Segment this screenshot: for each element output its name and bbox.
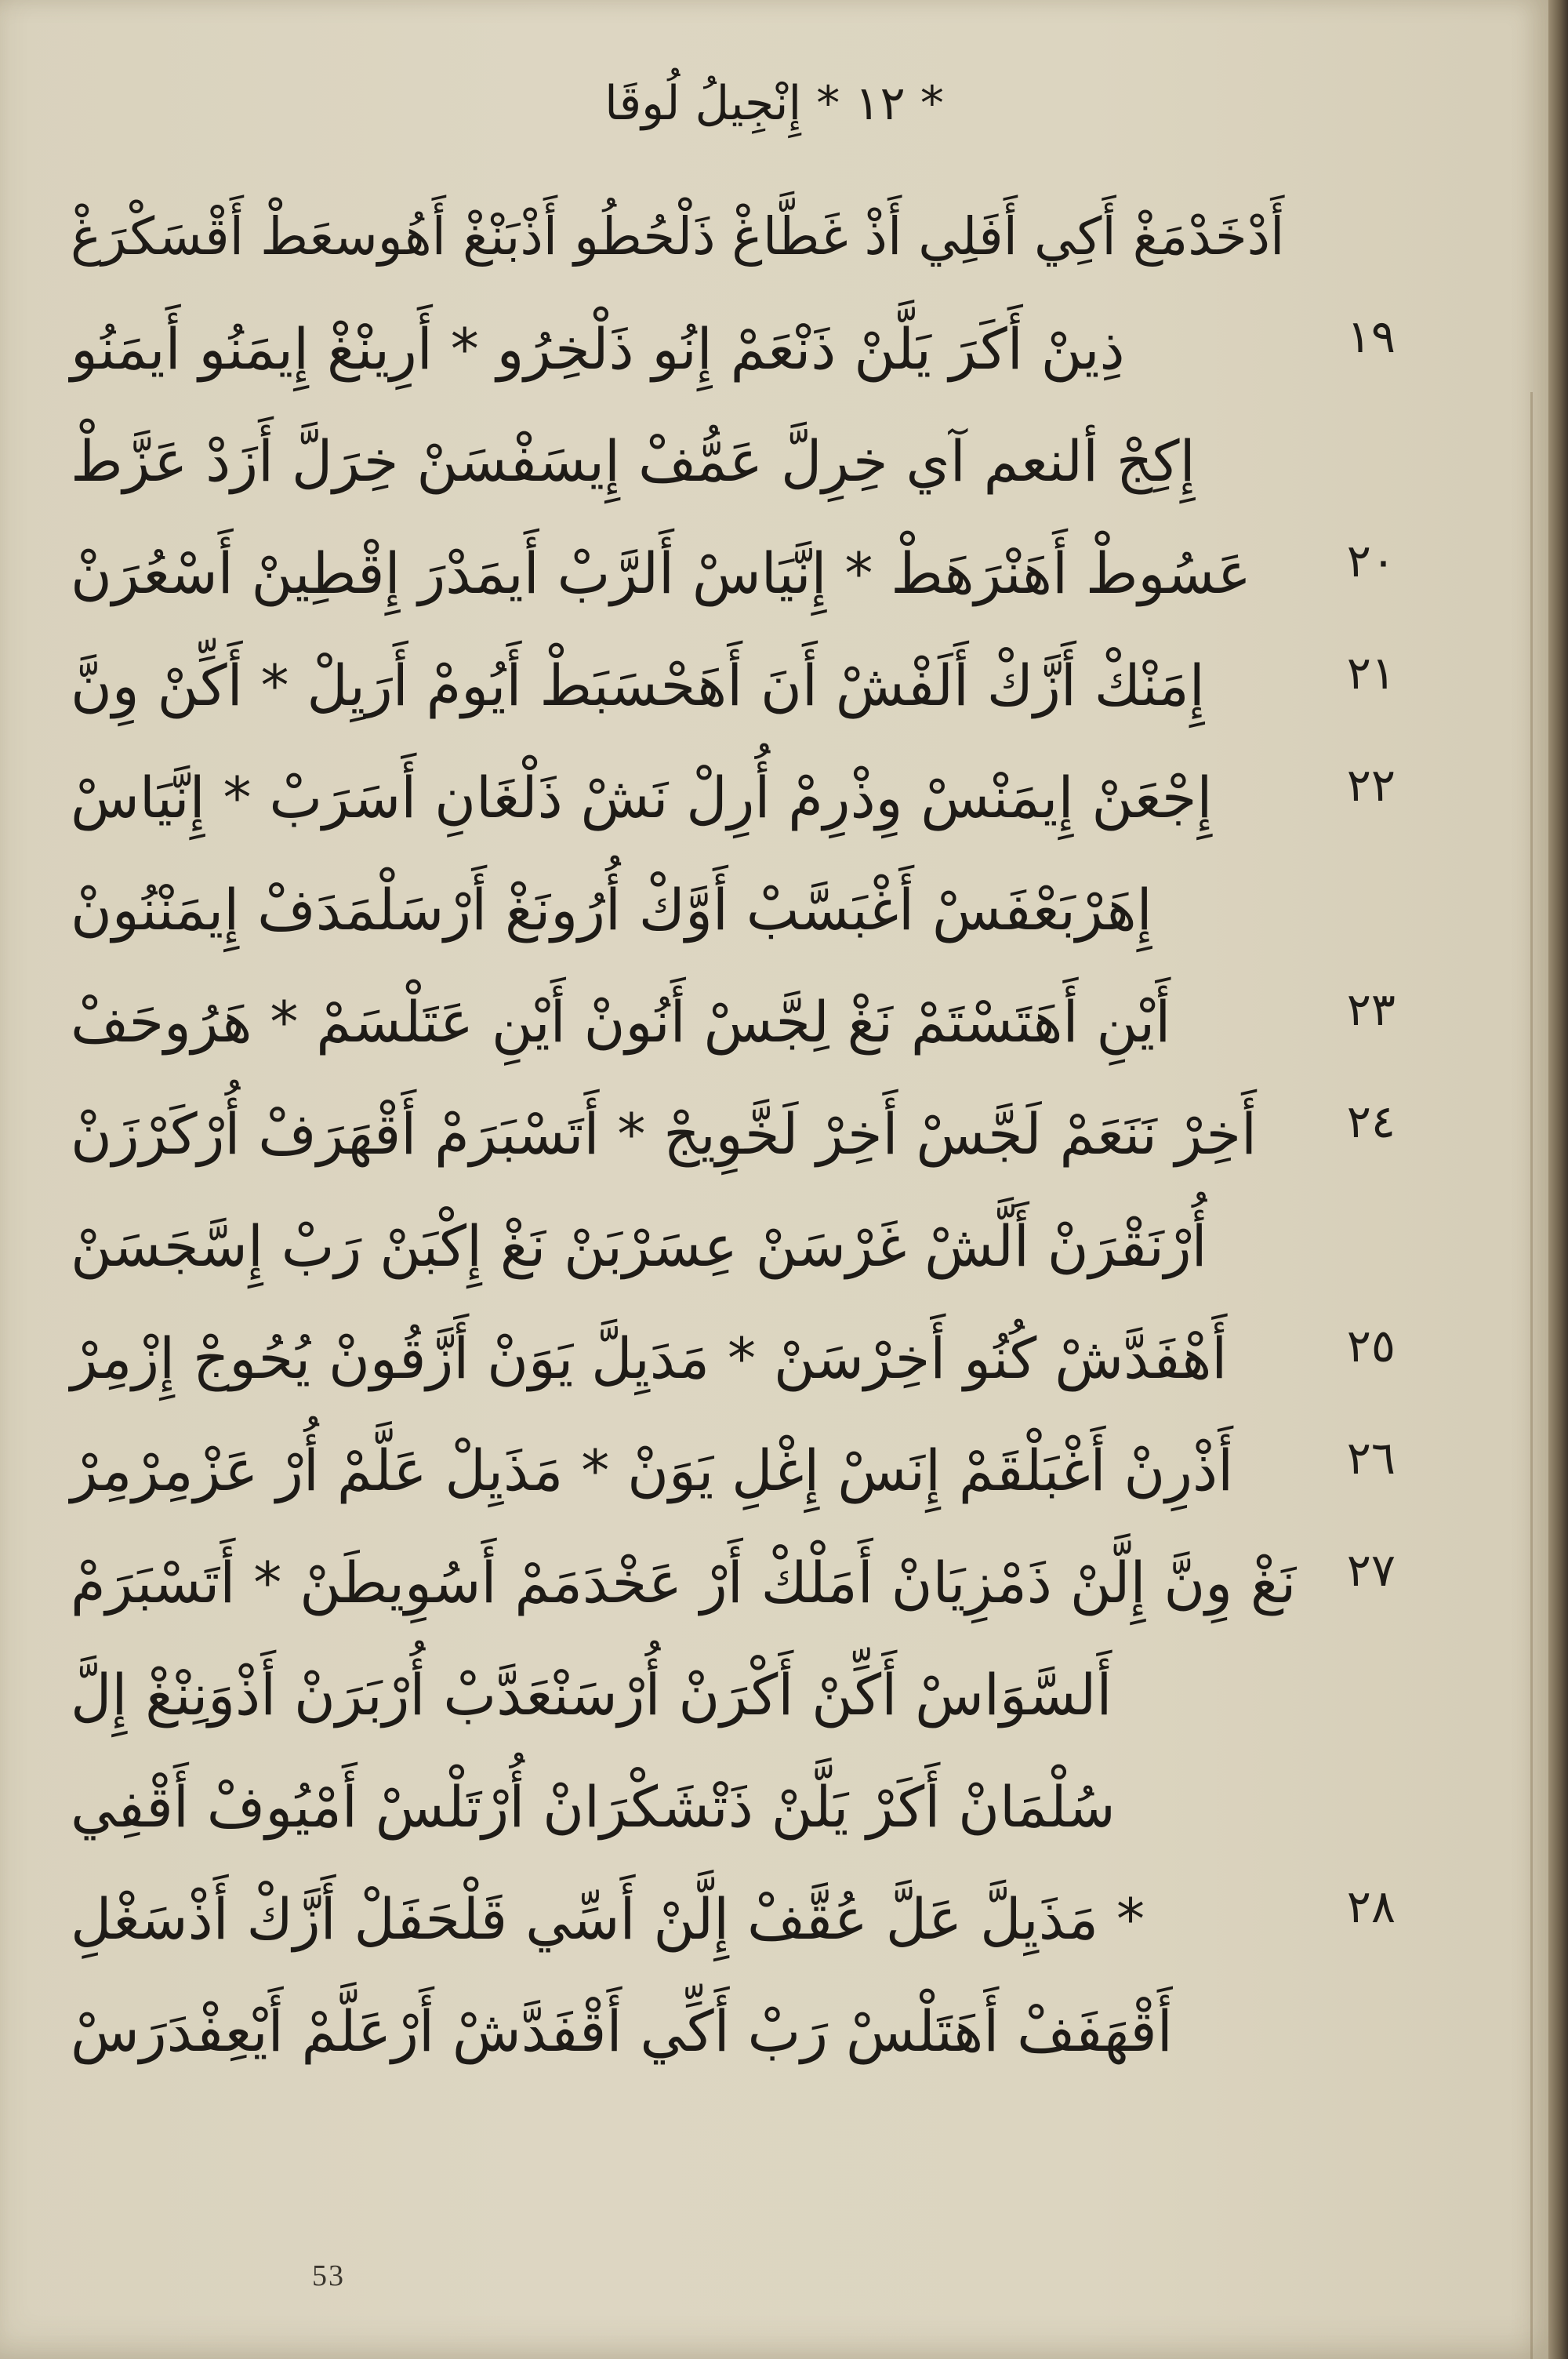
text-line — [71, 1750, 1309, 1863]
verse-text: أَدْخَدْمَغْ أَكِي أَفَلِي أَذْ غَطَّاغْ ذَلْحُطُو أَذْبَنْغْ أَهُوسعَطْ أَقْسَكْرَغْ — [71, 206, 1285, 267]
verse-text: أَيْنِ أَهَتَسْتَمْ نَغْ لِجَّسْ أَنُونْ أَيْنِ عَتَلْسَمْ * هَرُوحَفْ — [71, 988, 1171, 1055]
text-line: ٢٨ * مَذَيِلَّ عَلَّ عُقَّفْ إِلَّنْ أَسِّي قَلْحَفَلْ أَزَّكْ أَذْسَغْلِ — [71, 1879, 1396, 1952]
page-number: 53 — [312, 2259, 345, 2292]
page-fold-shadow — [1530, 392, 1533, 2359]
text-line: ٢١ إِمَنْكْ أَزَّكْ أَلَفْشْ أَنَ أَهَحْسَبَطْ أَيُومْ أَرَيِلْ * أَكِّنْ وِنَّ — [71, 645, 1396, 718]
text-line: ٢٣ أَيْنِ أَهَتَسْتَمْ نَغْ لِجَّسْ أَنُونْ أَيْنِ عَتَلْسَمْ * هَرُوحَفْ — [71, 982, 1396, 1055]
chapter-number: ١٢ — [855, 76, 906, 131]
text-line — [71, 1190, 1309, 1302]
header-separator: * — [816, 76, 840, 131]
verse-text-block — [71, 180, 1396, 2087]
verse-text: إِكِجْ ألنعم آي خِرِلَّ عَمُّفْ إِيسَفْسَنْ خِرَلَّ أَزَدْ عَزَّطْ — [71, 427, 1196, 494]
text-line: ١٩ ذِينْ أَكَرَ يَلَّنْ ذَنْعَمْ إِنُو ذَلْخِرُو * أَرِينْغْ إِيمَنُو أَيمَنُو — [71, 309, 1396, 382]
verse-text: إِجْعَنْ إِيمَنْسْ وِذْرِمْ أُرِلْ نَشْ ذَلْغَانِ أَسَرَبْ * إِنَّيَاسْ — [71, 764, 1213, 831]
text-line: ٢٥ أَهْفَدَّشْ كُنُو أَخِرْسَنْ * مَدَيِلَّ يَوَنْ أَزَّقُونْ يُحُوجْ إِزْمِرْ — [71, 1318, 1396, 1391]
text-line — [71, 405, 1309, 517]
verse-text: أَلسَّوَاسْ أَكِّنْ أَكْرَنْ أُرْسَنْعَدَّبْ أُرْبَرَنْ أَذْوَنِنْغْ إِلَّ — [71, 1661, 1112, 1728]
verse-text: عَسُوطْ أَهَنْرَهَطْ * إِنَّيَاسْ أَلرَّبْ أَيمَدْرَ إِقْطِينْ أَسْعُرَنْ — [71, 540, 1251, 606]
verse-text: أُرْنَقْرَنْ أَلَّشْ غَرْسَنْ عِسَرْبَنْ نَغْ إِكْبَنْ رَبْ إِسَّجَسَنْ — [71, 1212, 1207, 1279]
verse-text: أَذْرِنْ أَغْبَلْقَمْ إِنَسْ إِغْلِ يَوَنْ * مَذَيِلْ عَلَّمْ أُرْ عَزْمِرْمِرْ — [71, 1437, 1234, 1503]
verse-text: أَقْهَفَفْ أَهَتَلْسْ رَبْ أَكِّي أَقْفَدَّشْ أَرْعَلَّمْ أَيْعِفْدَرَسْ — [71, 1997, 1173, 2064]
text-line — [71, 180, 1309, 293]
verse-text: إِمَنْكْ أَزَّكْ أَلَفْشْ أَنَ أَهَحْسَبَطْ أَيُومْ أَرَيِلْ * أَكِّنْ وِنَّ — [71, 652, 1205, 718]
verse-text: ذِينْ أَكَرَ يَلَّنْ ذَنْعَمْ إِنُو ذَلْخِرُو * أَرِينْغْ إِيمَنُو أَيمَنُو — [71, 315, 1125, 382]
verse-text: * مَذَيِلَّ عَلَّ عُقَّفْ إِلَّنْ أَسِّي قَلْحَفَلْ أَزَّكْ أَذْسَغْلِ — [71, 1885, 1145, 1952]
text-line: ٢٤ أَخِرْ نَنَعَمْ لَجَّسْ أَخِرْ لَخَّوِيجْ * أَتَسْبَرَمْ أَقْهَرَفْ أُرْكَرْزَنْ — [71, 1094, 1396, 1167]
verse-text: إِهَرْبَعْفَسْ أَغْبَسَّبْ أَوَّكْ أُرُونَغْ أَرْسَلْمَدَفْ إِيمَنْنُونْ — [71, 876, 1152, 943]
text-line: ٢٦ أَذْرِنْ أَغْبَلْقَمْ إِنَسْ إِغْلِ يَوَنْ * مَذَيِلْ عَلَّمْ أُرْ عَزْمِرْمِرْ — [71, 1430, 1396, 1503]
running-header — [0, 72, 1548, 135]
verse-text: نَغْ وِنَّ إِلَّنْ ذَمْزِيَانْ أَمَلْكْ أَرْ عَخْدَمَمْ أَسُوِيطَنْ * أَتَسْبَرَمْ — [71, 1549, 1297, 1616]
book-title: إِنْجِيلُ لُوقَا — [604, 76, 802, 131]
text-line: ٢٠ عَسُوطْ أَهَنْرَهَطْ * إِنَّيَاسْ أَلرَّبْ أَيمَدْرَ إِقْطِينْ أَسْعُرَنْ — [71, 533, 1396, 606]
text-line — [71, 853, 1309, 965]
text-line — [71, 1638, 1309, 1750]
text-line: ٢٢ إِجْعَنْ إِيمَنْسْ وِذْرِمْ أُرِلْ نَشْ ذَلْغَانِ أَسَرَبْ * إِنَّيَاسْ — [71, 758, 1396, 831]
verse-text: أَخِرْ نَنَعَمْ لَجَّسْ أَخِرْ لَخَّوِيجْ * أَتَسْبَرَمْ أَقْهَرَفْ أُرْكَرْزَنْ — [71, 1100, 1258, 1167]
text-line: ٢٧ نَغْ وِنَّ إِلَّنْ ذَمْزِيَانْ أَمَلْكْ أَرْ عَخْدَمَمْ أَسُوِيطَنْ * أَتَسْبَرَمْ — [71, 1543, 1396, 1616]
verse-text: سُلْمَانْ أَكَرْ يَلَّنْ ذَتْشَكْرَانْ أُرْتَلْسْ أَمْيُوفْ أَقْفِي — [71, 1773, 1116, 1840]
book-spine-edge — [1548, 0, 1568, 2359]
verse-text: أَهْفَدَّشْ كُنُو أَخِرْسَنْ * مَدَيِلَّ يَوَنْ أَزَّقُونْ يُحُوجْ إِزْمِرْ — [71, 1325, 1228, 1391]
text-line — [71, 1975, 1309, 2087]
header-lead-star: * — [920, 76, 944, 131]
